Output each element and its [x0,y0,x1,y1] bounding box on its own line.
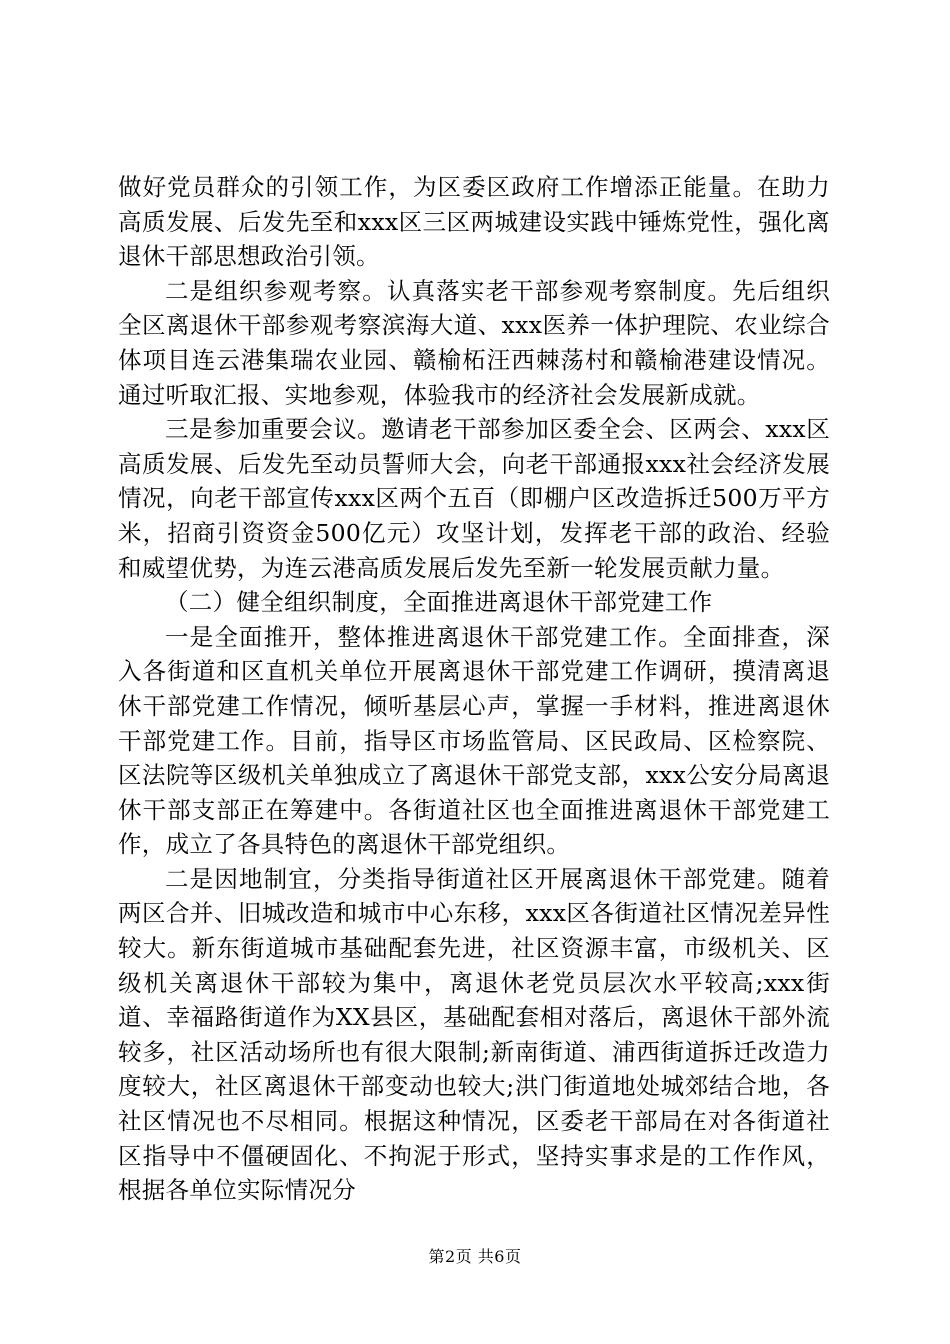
page-footer [0,1244,950,1267]
paragraph-important-meetings: 三是参加重要会议。邀请老干部参加区委全会、区两会、xxx区高质发展、后发先至动员誓师大会，向老干部通报xxx社会经济发展情况，向老干部宣传xxx区两个五百（即棚户区改造拆迁500万平方米，招商引资资金500亿元）攻坚计划，发挥老干部的政治、经验和威望优势，为连云港高质发展后发先至新一轮发展贡献力量。 [118,415,830,582]
page-number-label: 第2页 共6页 [428,1247,522,1266]
document-body [118,170,830,1208]
paragraph-party-building-categorized: 二是因地制宜，分类指导街道社区开展离退休干部党建。随着两区合并、旧城改造和城市中心东移，xxx区各街道社区情况差异性较大。新东街道城市基础配套先进，社区资源丰富，市级机关、区级机关离退休干部较为集中，离退休老党员层次水平较高;xxx街道、幸福路街道作为XX县区，基础配套相对落后，离退休干部外流较多，社区活动场所也有很大限制;新南街道、浦西街道拆迁改造力度较大，社区离退休干部变动也较大;洪门街道地处城郊结合地，各社区情况也不尽相同。根据这种情况，区委老干部局在对各街道社区指导中不僵硬固化、不拘泥于形式，坚持实事求是的工作作风，根据各单位实际情况分 [118,864,830,1205]
section-heading-organization-system: （二）健全组织制度，全面推进离退休干部党建工作 [165,588,713,617]
paragraph-party-building-overall: 一是全面推开，整体推进离退休干部党建工作。全面排查，深入各街道和区直机关单位开展离退休干部党建工作调研，摸清离退休干部党建工作情况，倾听基层心声，掌握一手材料，推进离退休干部党建工作。目前，指导区市场监管局、区民政局、区检察院、区法院等区级机关单独成立了离退休干部党支部，xxx公安分局离退休干部支部正在筹建中。各街道社区也全面推进离退休干部党建工作，成立了各具特色的离退休干部党组织。 [118,622,830,859]
paragraph-leadership-continuation: 做好党员群众的引领工作，为区委区政府工作增添正能量。在助力高质发展、后发先至和xxx区三区两城建设实践中锤炼党性，强化离退休干部思想政治引领。 [118,173,830,271]
paragraph-site-visits: 二是组织参观考察。认真落实老干部参观考察制度。先后组织全区离退休干部参观考察滨海大道、xxx医养一体护理院、农业综合体项目连云港集瑞农业园、赣榆柘汪西棘荡村和赣榆港建设情况。通过听取汇报、实地参观，体验我市的经济社会发展新成就。 [118,276,830,409]
